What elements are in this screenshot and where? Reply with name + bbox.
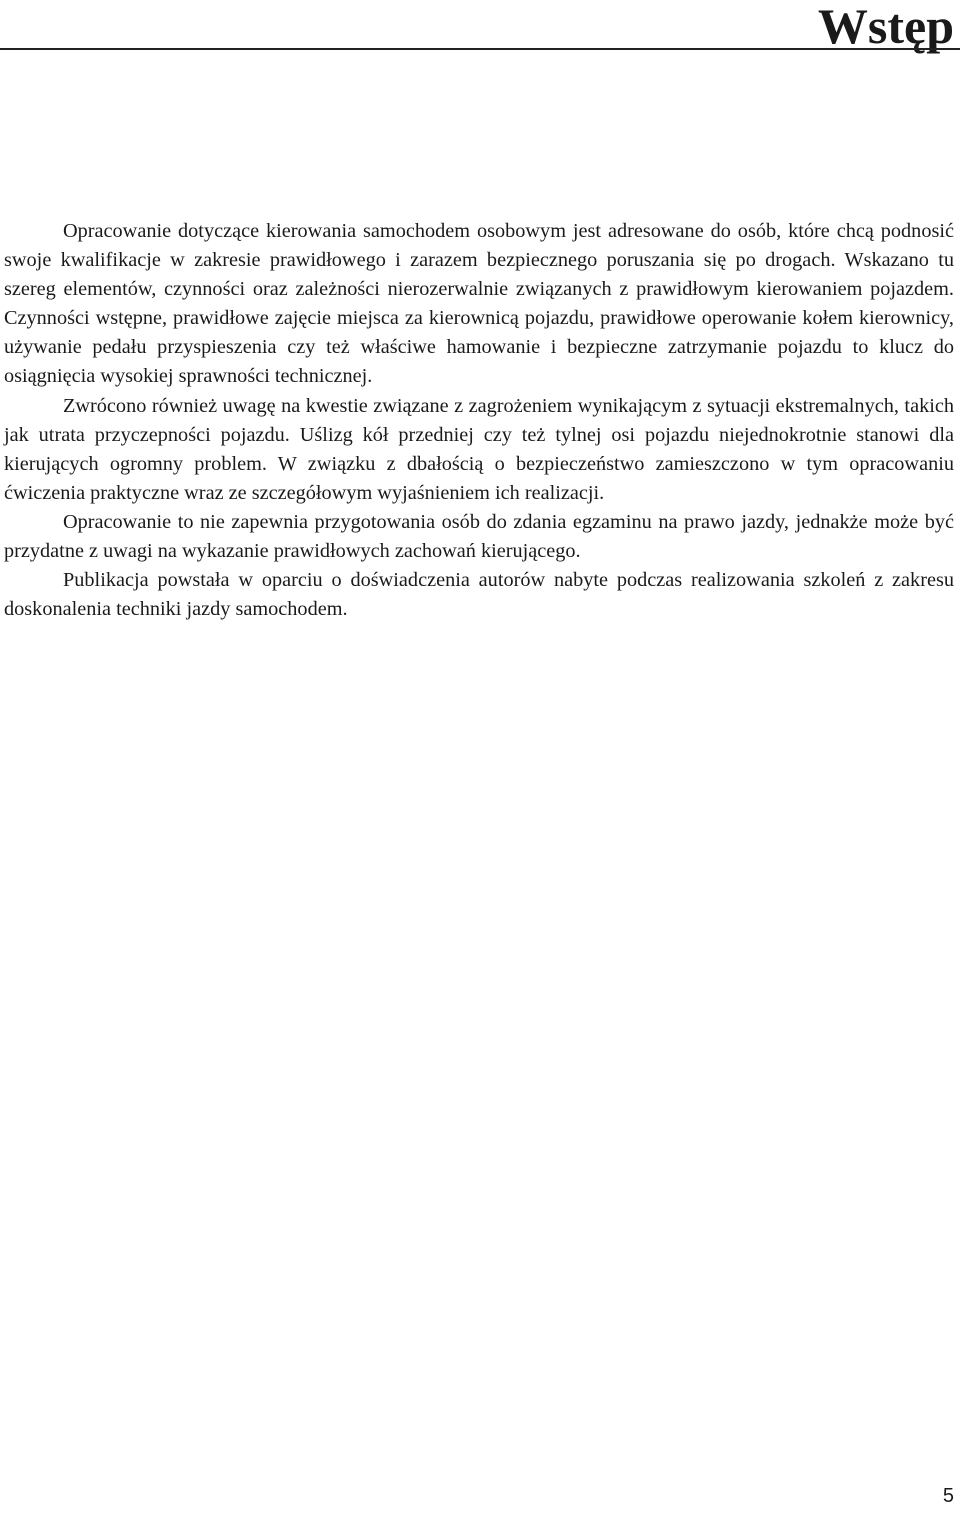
- paragraph-intro: Opracowanie dotyczące kierowania samochodem osobowym jest adresowane do osób, które chcą podnosić swoje kwalifikacje w zakresie prawidłowego i zarazem bezpiecznego poruszania się po drogach. Wskazano tu szereg elementów, czynności oraz zależności nierozerwalnie związanych z prawidłowym kierowaniem pojazdem. Czynności wstępne, prawidłowe zajęcie miejsca za kierownicą pojazdu, prawidłowe operowanie kołem kierownicy, używanie pedału przyspieszenia czy też właściwe hamowanie i bezpieczne zatrzymanie pojazdu to klucz do osiągnięcia wysokiej sprawności technicznej.: [4, 220, 954, 388]
- paragraph-authors: Publikacja powstała w oparciu o doświadczenia autorów nabyte podczas realizowania szkoleń z zakresu doskonalenia techniki jazdy samochodem.: [4, 569, 954, 621]
- page-number: 5: [942, 1485, 954, 1507]
- chapter-title: Wstęp: [817, 0, 954, 54]
- body-text: [4, 217, 954, 624]
- paragraph-extreme-situations: Zwrócono również uwagę na kwestie związane z zagrożeniem wynikającym z sytuacji ekstremalnych, takich jak utrata przyczepności pojazdu. Uślizg kół przedniej czy też tylnej osi pojazdu niejednokrotnie stanowi dla kierujących ogromny problem. W związku z dbałością o bezpieczeństwo zamieszczono w tym opracowaniu ćwiczenia praktyczne wraz ze szczegółowym wyjaśnieniem ich realizacji.: [4, 394, 954, 504]
- paragraph-exam-disclaimer: Opracowanie to nie zapewnia przygotowania osób do zdania egzaminu na prawo jazdy, jednakże może być przydatne z uwagi na wykazanie prawidłowych zachowań kierującego.: [4, 510, 954, 563]
- title-divider: [0, 48, 960, 50]
